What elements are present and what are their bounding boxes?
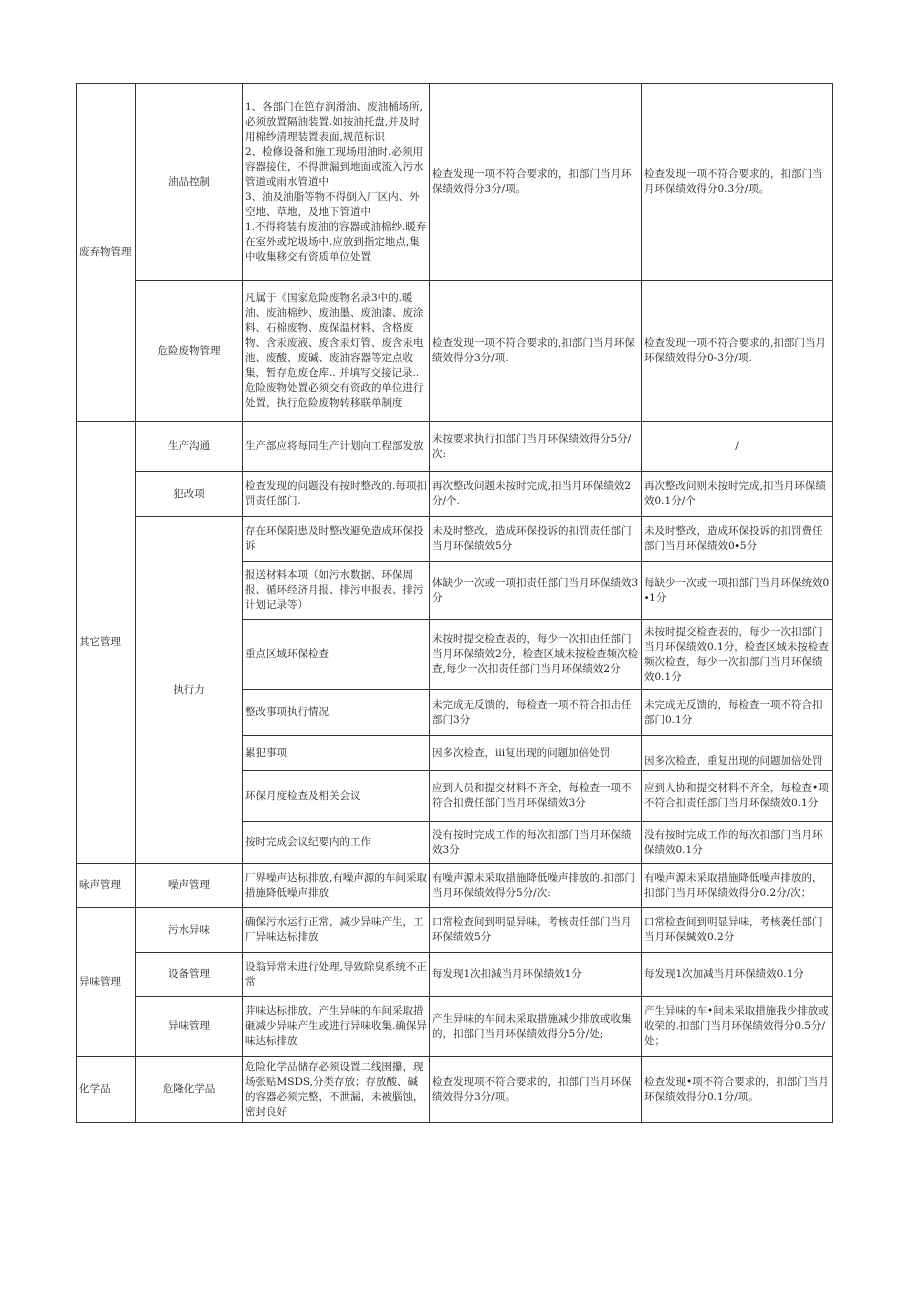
requirement-cell: 确保污水运行正常，减少异味产生，工厂异味达标排放 [243,908,430,953]
rule-cell: / [642,422,833,472]
category-cell: 咏声管理 [77,864,136,908]
item-cell: 异味管理 [136,997,243,1057]
rule-cell: 未及时整改，造成环保投诉的扣罚责任部门当月环保绩效5分 [430,517,642,562]
rule-cell: 应到人员和提交材料不齐全，每检查一项不符合扣费任部门当月环保绩效3分 [430,771,642,822]
requirement-cell: 检查发现的问题没有按时整改的.每项扣罚责任部门. [243,472,430,517]
item-cell: 犯改项 [136,472,243,517]
rule-cell: 再次整改问则未按时完成,扣当月环保绩效0.1分/个 [642,472,833,517]
rule-cell: 未及时整改，造成环保投诉的扣罚费任部门当月环保绩效0∙5分 [642,517,833,562]
category-cell: 其它管理 [77,422,136,864]
rule-cell: 因多次检查，重复出现的问题加倍处罚 [642,736,833,771]
requirement-cell: 凡属于《国家危险废物名录3中的.暖油、废油棉纱、废油墨、废油漆、废涂料、石棉废物、废保温材料、含格废物、含汞废液、废含汞灯管、废含汞电池、废酸、废碱、废油容器等定点收集，暂存危废仓库.. 并填写交接记录.. 危险废物处置必须交有资政的单位进行处置，执行危险废物转移联单制度 [243,281,430,422]
table-row [77,472,833,517]
rule-cell: 检查发现一项不符合要求的，扣部门当月环保绩效得分0.3分/项。 [642,84,833,281]
item-cell: 危险废物管理 [136,281,243,422]
rule-cell: 检查发现一项不符合要求的,扣部门当月环保绩效得分0-3分/项. [642,281,833,422]
rule-cell: 口常检查间到明显异味，考核袭任部门当月环保緘效0.2分 [642,908,833,953]
rule-cell: 每发现1次加减当月环保绩效0.1分 [642,953,833,997]
requirement-cell: 茾味达标排放，产生异味的车间采取措砸减少异味产生或进行异味收集.确保异味达标排放 [243,997,430,1057]
rule-cell: 每缺少一次或一项扣部门当月环保统效0∙1分 [642,562,833,620]
assessment-table [76,83,833,1123]
rule-cell: 有噪声源未采取措施降低噪声排放的.扣部门当月环保绩效得分5分/次: [430,864,642,908]
rule-cell: 产生异味的车•间未采取措施我少排放或收荣的.扣部门当月环保绩效得分0.5分/处； [642,997,833,1057]
category-cell: 异味管理 [77,908,136,1057]
item-cell: 生产沟通 [136,422,243,472]
rule-cell: 未按时提交检查表的，每少一次扣由任部门当月环保绩效2分，检查区域未按检查频次检查,每少一次扣责任部门当月环保绩效2分 [430,620,642,690]
rule-cell: 未按时提交检查表的，每少一次扣部门当月环保绩效0.1分，检查区域未按检查频次检查，每少一次扣部门当月环保绩效0.1分 [642,620,833,690]
item-cell: 危隆化学品 [136,1057,243,1123]
rule-cell: 未按要求执行扣部门当月环保绩效得分5分/次: [430,422,642,472]
requirement-cell: 1、各部门在笆存润滑油、废油桶场所,必须放置隔油装置.如按油托盘,并及时用棉纱清理装置表面,规范标识 2、检修设备和施工现场用油时.必须用容器接住，不得泄漏到地面或流入污水管道或雨水管道中 3、油及油脂等物不得倒入厂区内、外空地、草地，及地下管道中 1.不得将装有废油的容器或油棉纱.暖弃在室外或坨圾场中.应放到指定地点,集中收集移交有资质单位处置 [243,84,430,281]
rule-cell: 产生异味的车间未采取措施减少排放或收集的，扣部门当月环保绩效得分5分/处; [430,997,642,1057]
item-cell: 污水异味 [136,908,243,953]
item-cell: 噪声管理 [136,864,243,908]
rule-cell: 再次整改问题未按时完成,扣当月环保绩效2分/个. [430,472,642,517]
requirement-cell: 设翁异常未进行处理,导致除臭系统不正常 [243,953,430,997]
requirement-cell: 生产部应将每同生产计划向工程部发放 [243,422,430,472]
requirement-cell: 累犯事项 [243,736,430,771]
requirement-cell: 整改事项执行情况 [243,690,430,736]
rule-cell: 未完成无反馈的，每检查一项不符合扣部门0.1分 [642,690,833,736]
table-row [77,517,833,562]
table-row [77,84,833,281]
table-row [77,1057,833,1123]
category-cell: 废弃物管理 [77,84,136,422]
rule-cell: 有噪声源未采取措施降低噪声排放的，扣部门当月环保绩效得分0.2分/次； [642,864,833,908]
rule-cell: 检查发现•项不符合要求的，扣部门当月环保绩效得分0.1分/项。 [642,1057,833,1123]
requirement-cell: 报送材料本项（如污水数据、环保周报、循环经济月报、排污申报表、排污计划记录等） [243,562,430,620]
rule-cell: 口常检查间到明显异味，考核责任部门当月环保绩效5分 [430,908,642,953]
table-row [77,997,833,1057]
table-row [77,422,833,472]
category-cell: 化学品 [77,1057,136,1123]
requirement-cell: 环保月度检查及相关会议 [243,771,430,822]
requirement-cell: 厂界噪声达标排放,有噪声源的车间采取措施降低噪声排放 [243,864,430,908]
table-row [77,281,833,422]
requirement-cell: 按时完成会议纪要内的工作 [243,822,430,864]
rule-cell: 检查发现一项不符合要求的,扣部门当月环保绩效得分3分/项. [430,281,642,422]
item-cell: 设备管理 [136,953,243,997]
rule-cell: 应到人协和提交材料不齐全，每检查•项不符合扣责任部门当月环保绩效0.1分 [642,771,833,822]
rule-cell: 检查发现项不符合要求的，扣部门当月环保绩效得分3分/项。 [430,1057,642,1123]
rule-cell: 未完成无反馈的，每检查一项不符合扣击任部门3分 [430,690,642,736]
rule-cell: 体缺少一次或一项扣责任部门当月环保绩效3分 [430,562,642,620]
rule-cell: 每发现1次扣減当月环保绩效1分 [430,953,642,997]
rule-cell: 没有按时完成工作的每次扣部门当月环保绩效0.1分 [642,822,833,864]
table-row [77,864,833,908]
item-cell: 执行力 [136,517,243,864]
requirement-cell: 重点区域环保检查 [243,620,430,690]
rule-cell: 检查发现一项不符合要求的，扣部门当月环保绩效得分3分/项。 [430,84,642,281]
rule-cell: 没有按时完成工作的每次扣部门当月环保绩效3分 [430,822,642,864]
item-cell: 油品控制 [136,84,243,281]
table-row [77,953,833,997]
requirement-cell: 存在环保阳患及时整改避免造成环保投诉 [243,517,430,562]
rule-cell: 因多次检查，iii复出现的问题加倍处罚 [430,736,642,771]
table-row [77,908,833,953]
requirement-cell: 危险化学品储存必须设置二线圉攥，现场张贴MSDS,分类存放；存放酸、碱的容器必须完整，不泄漏，未被腦蚀，密封良好 [243,1057,430,1123]
